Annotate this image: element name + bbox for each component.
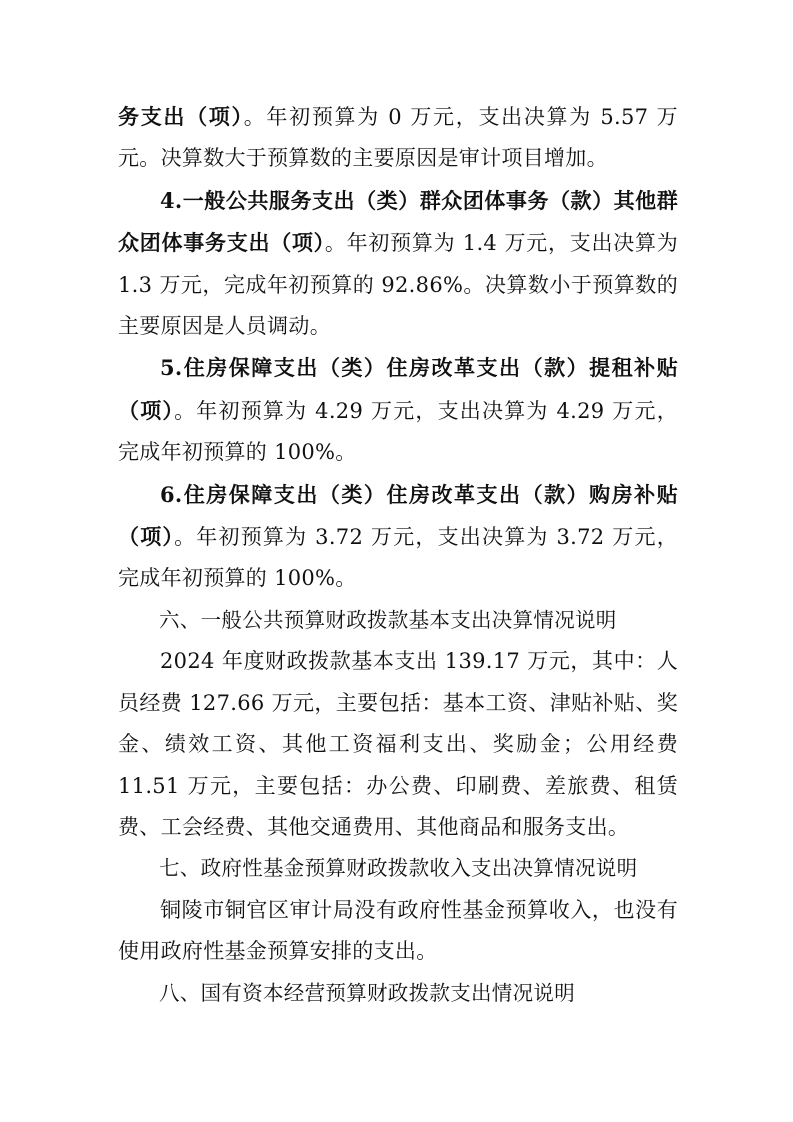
paragraph-item-6 (118, 474, 678, 600)
section-heading-6: 六、一般公共预算财政拨款基本支出决算情况说明 (159, 607, 617, 632)
item-3-title-tail: 务支出（项） (118, 104, 244, 129)
section-heading-8: 八、国有资本经营预算财政拨款支出情况说明 (159, 980, 575, 1005)
item-3-text: 。年初预算为 0 万元，支出决算为 5.57 万元。决算数大于预算数的主要原因是审计项目增加。 (118, 105, 678, 171)
item-4-title: 4.一般公共服务支出（类）群众团体事务（款）其他群众团体事务支出（项） (118, 187, 678, 256)
paragraph-government-fund: 铜陵市铜官区审计局没有政府性基金预算收入，也没有使用政府性基金预算安排的支出。 (118, 897, 678, 964)
item-4-text: 。年初预算为 1.4 万元，支出决算为 1.3 万元，完成年初预算的 92.86%。决算数小于预算数的主要原因是人员调动。 (118, 231, 678, 339)
document-body (118, 96, 678, 1014)
paragraph-item-4 (118, 180, 678, 348)
paragraph-item-3-continued (118, 96, 678, 180)
section-heading-7: 七、政府性基金预算财政拨款收入支出决算情况说明 (159, 856, 638, 881)
paragraph-basic-expenditure: 2024 年度财政拨款基本支出 139.17 万元，其中：人员经费 127.66 万元，主要包括：基本工资、津贴补贴、奖金、绩效工资、其他工资福利支出、奖励金；公用经费 11.51 万元，主要包括：办公费、印刷费、差旅费、租赁费、工会经费、其他交通费用、其他商品和服务支出。 (118, 649, 678, 839)
item-6-title: 6.住房保障支出（类）住房改革支出（款）购房补贴（项） (118, 481, 678, 550)
item-5-text: 。年初预算为 4.29 万元，支出决算为 4.29 万元，完成年初预算的 100%。 (118, 398, 678, 465)
item-5-title: 5.住房保障支出（类）住房改革支出（款）提租补贴（项） (118, 355, 678, 423)
paragraph-item-5 (118, 347, 678, 473)
item-6-text: 。年初预算为 3.72 万元，支出决算为 3.72 万元，完成年初预算的 100%。 (118, 525, 678, 591)
